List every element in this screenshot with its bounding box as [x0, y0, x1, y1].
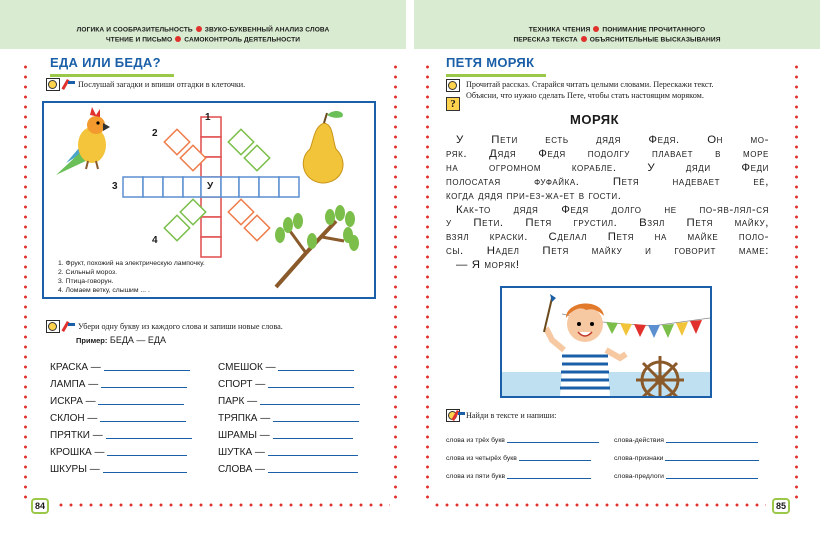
- bullet-icon: [175, 36, 181, 42]
- smile-icon: [46, 320, 60, 333]
- page-gutter: [406, 49, 414, 538]
- word-row: ЛАМПА —: [50, 379, 187, 393]
- example-label: Пример:: [76, 336, 108, 345]
- crossword-box: [42, 101, 376, 299]
- question-icon-wrap: [446, 97, 460, 110]
- word-row: СКЛОН —: [50, 413, 186, 427]
- right-header-band: [414, 0, 820, 49]
- word-row: ПРЯТКИ —: [50, 430, 192, 444]
- answer-line[interactable]: [260, 404, 360, 405]
- story-title: МОРЯК: [570, 112, 620, 127]
- answer-line[interactable]: [268, 472, 358, 473]
- left-header-band: [0, 0, 406, 49]
- word-row: ШРАМЫ —: [218, 430, 353, 444]
- right-header-line-1: ТЕХНИКА ЧТЕНИЯ ПОНИМАНИЕ ПРОЧИТАННОГО: [528, 26, 706, 34]
- category-row: слова из трёх букв: [446, 437, 599, 447]
- answer-line[interactable]: [519, 460, 591, 461]
- answer-line[interactable]: [104, 370, 190, 371]
- story-line: у Пети. Петя грустил. Взял Петя майку,: [446, 217, 769, 230]
- boy-sailor-illustration: [502, 288, 710, 396]
- answer-line[interactable]: [268, 455, 358, 456]
- crossword-number-1: 1: [205, 112, 211, 123]
- answer-line[interactable]: [106, 438, 192, 439]
- story-line: когда дядя при-ез-жа-ет в гости.: [446, 189, 622, 202]
- word-row: КРОШКА —: [50, 447, 187, 461]
- story-line: взял краски. Сделал Петя на майке поло-: [446, 231, 769, 244]
- bullet-icon: [581, 36, 587, 42]
- right-header-line-2: ПЕРЕСКАЗ ТЕКСТА ОБЪЯСНИТЕЛЬНЫЕ ВЫСКАЗЫВАНИЯ: [513, 36, 721, 44]
- word-row: ПАРК —: [218, 396, 360, 410]
- clue-3: 3. Птица-говорун.: [58, 278, 114, 285]
- answer-line[interactable]: [98, 404, 184, 405]
- left-page-title: ЕДА ИЛИ БЕДА?: [50, 55, 161, 70]
- story-line: У Пети есть дядя Федя. Он мо-: [456, 134, 769, 146]
- listen-icon: [46, 78, 60, 91]
- answer-line[interactable]: [507, 442, 599, 443]
- example-text: БЕДА — ЕДА: [109, 335, 167, 345]
- crossword-given-letter: У: [207, 181, 214, 192]
- bullet-icon: [593, 26, 599, 32]
- answer-line[interactable]: [107, 455, 187, 456]
- story-line: полосатая фуфайка. Петя надевает её,: [446, 175, 769, 188]
- word-row: СЛОВА —: [218, 464, 358, 478]
- page-number-left: 84: [31, 498, 49, 514]
- left-dotted-border: [24, 62, 27, 502]
- word-row: ИСКРА —: [50, 396, 184, 410]
- answer-line[interactable]: [273, 421, 359, 422]
- story-line: Как-то дядя Федя долго не по-яв-лял-ся: [456, 203, 769, 216]
- category-row: слова из пяти букв: [446, 473, 591, 483]
- story-line: ряк. Дядя Федя подолгу плавает в море: [446, 147, 769, 160]
- category-row: слова-признаки: [614, 455, 759, 465]
- bullet-icon: [196, 26, 202, 32]
- word-row: СПОРТ —: [218, 379, 354, 393]
- answer-line[interactable]: [100, 421, 186, 422]
- pencil-icon: [452, 409, 465, 422]
- word-row: СМЕШОК —: [218, 362, 354, 376]
- left-bottom-dotted-border: [56, 503, 390, 507]
- word-row: ТРЯПКА —: [218, 413, 359, 427]
- pear-illustration: [303, 111, 343, 183]
- crossword-number-2: 2: [152, 128, 158, 139]
- example-line: [76, 335, 166, 349]
- boy-illustration-box: [500, 286, 712, 398]
- left-inner-dotted-border: [394, 62, 397, 502]
- right-dotted-border: [795, 62, 798, 502]
- word-row: ШКУРЫ —: [50, 464, 187, 478]
- task-instruction-3-line-1: Прочитай рассказ. Старайся читать целыми словами. Перескажи текст.: [466, 80, 714, 89]
- task-instruction-2: Убери одну букву из каждого слова и запиши новые слова.: [78, 322, 283, 331]
- right-title-underline: [446, 74, 546, 77]
- clue-4: 4. Ломаем ветку, слышим ... .: [58, 287, 150, 294]
- story-line: сы. Надел Петя майку и говорит маме:: [446, 245, 769, 258]
- category-row: слова из четырёх букв: [446, 455, 591, 465]
- right-page-title: ПЕТЯ МОРЯК: [446, 55, 535, 70]
- right-bottom-dotted-border: [432, 503, 766, 507]
- crossword-number-3: 3: [112, 181, 118, 192]
- task-instruction-3-line-2: Объясни, что нужно сделать Пете, чтобы стать настоящим моряком.: [466, 91, 704, 100]
- answer-line[interactable]: [507, 478, 591, 479]
- word-row: КРАСКА —: [50, 362, 190, 376]
- left-title-underline: [50, 74, 174, 77]
- right-inner-dotted-border: [426, 62, 429, 502]
- answer-line[interactable]: [665, 460, 759, 461]
- answer-line[interactable]: [268, 387, 354, 388]
- category-row: слова-действия: [614, 437, 758, 447]
- crossword-number-4: 4: [152, 235, 158, 246]
- clue-2: 2. Сильный мороз.: [58, 269, 118, 276]
- answer-line[interactable]: [103, 472, 187, 473]
- page-number-right: 85: [772, 498, 790, 514]
- clue-1: 1. Фрукт, похожий на электрическую лампочку.: [58, 260, 205, 267]
- answer-line[interactable]: [666, 442, 758, 443]
- answer-line[interactable]: [273, 438, 353, 439]
- task-instruction-1: Послушай загадки и впиши отгадки в клеточки.: [78, 80, 246, 89]
- story-line: — Я моряк!: [456, 259, 520, 272]
- pencil-icon: [62, 78, 75, 91]
- category-row: слова-предлоги: [614, 473, 758, 483]
- word-row: ШУТКА —: [218, 447, 358, 461]
- answer-line[interactable]: [101, 387, 187, 388]
- branch-illustration: [275, 205, 359, 287]
- left-header-line-1: ЛОГИКА И СООБРАЗИТЕЛЬНОСТЬ ЗВУКО-БУКВЕННЫЙ АНАЛИЗ СЛОВА: [76, 26, 330, 34]
- question-icon: ?: [446, 97, 460, 111]
- answer-line[interactable]: [666, 478, 758, 479]
- parrot-illustration: [56, 107, 110, 175]
- story-text: [446, 134, 769, 273]
- story-line: на огромном корабле. У дяди Феди: [446, 161, 769, 174]
- pencil-icon: [62, 320, 75, 333]
- task-instruction-4: Найди в тексте и напиши:: [466, 411, 557, 420]
- read-icon: [446, 79, 460, 92]
- answer-line[interactable]: [278, 370, 354, 371]
- left-header-line-2: ЧТЕНИЕ И ПИСЬМО САМОКОНТРОЛЬ ДЕЯТЕЛЬНОСТИ: [105, 36, 301, 44]
